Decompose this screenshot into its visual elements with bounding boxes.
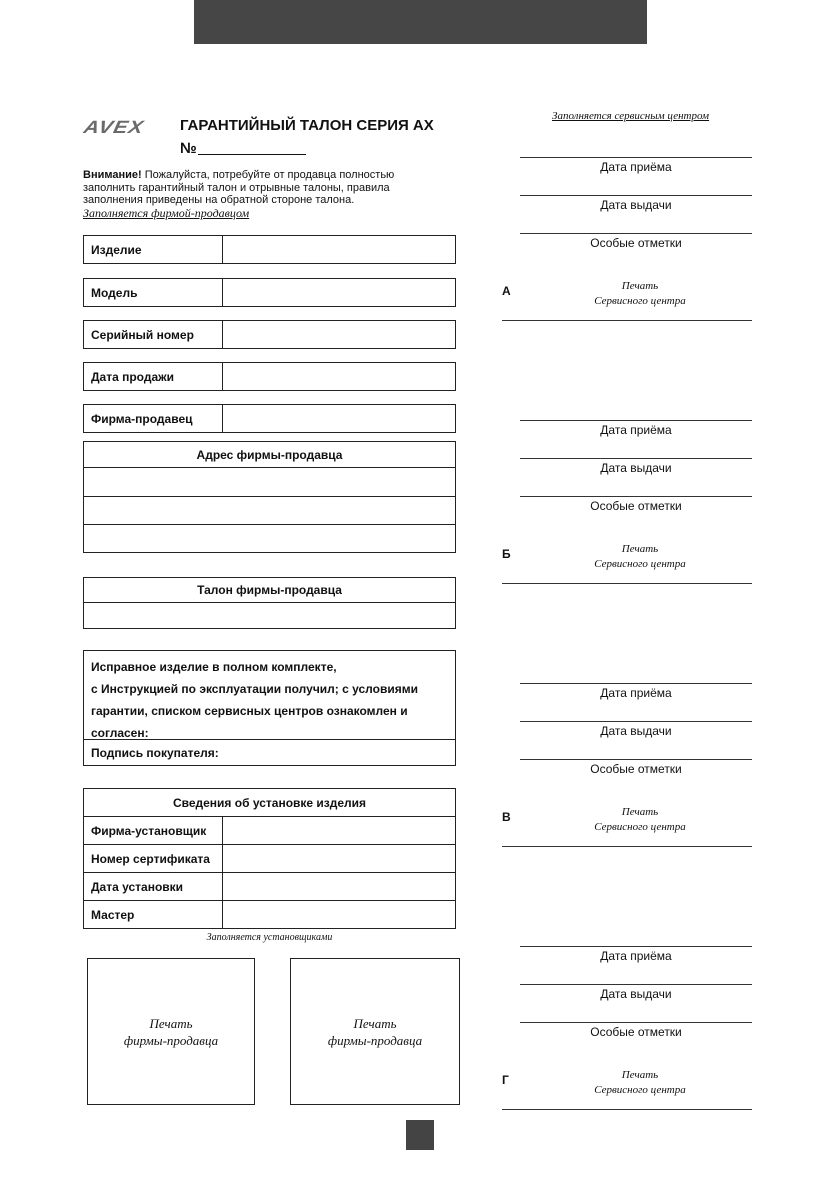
install-label: Мастер bbox=[84, 901, 223, 929]
agreement-line: с Инструкцией по эксплуатации получил; с условиями bbox=[91, 682, 418, 696]
install-label: Номер сертификата bbox=[84, 845, 223, 872]
issue-date-label: Дата выдачи bbox=[600, 198, 672, 212]
cut-line bbox=[502, 846, 752, 847]
issue-date-label: Дата выдачи bbox=[600, 987, 672, 1001]
service-stamp: Печать Сервисного центра bbox=[594, 280, 686, 307]
field-label: Изделие bbox=[84, 236, 223, 263]
notes-label: Особые отметки bbox=[590, 499, 682, 513]
section-letter: Г bbox=[502, 1073, 509, 1087]
coupon-field[interactable] bbox=[84, 603, 455, 629]
avex-logo: AVEX bbox=[82, 117, 146, 138]
field-input[interactable] bbox=[223, 321, 455, 348]
seller-stamp-box bbox=[87, 958, 255, 1105]
receive-date-line[interactable] bbox=[520, 157, 752, 158]
agreement-line: Исправное изделие в полном комплекте, bbox=[91, 660, 337, 674]
install-field[interactable] bbox=[223, 901, 455, 929]
install-field[interactable] bbox=[223, 845, 455, 872]
install-box bbox=[83, 788, 456, 929]
issue-date-line[interactable] bbox=[520, 458, 752, 459]
address-box bbox=[83, 441, 456, 553]
address-line[interactable] bbox=[84, 497, 455, 525]
notes-label: Особые отметки bbox=[590, 762, 682, 776]
install-header: Сведения об установке изделия bbox=[84, 789, 455, 817]
notice-text: Пожалуйста, потребуйте от продавца полностью заполнить гарантийный талон и отрывные талоны, правила заполнения приведены на обратной стороне талона. bbox=[83, 169, 395, 206]
cut-line bbox=[502, 320, 752, 321]
receive-date-label: Дата приёма bbox=[600, 423, 672, 437]
coupon-header: Талон фирмы-продавца bbox=[84, 578, 455, 603]
address-line[interactable] bbox=[84, 525, 455, 553]
field-row bbox=[83, 235, 456, 264]
section-letter: В bbox=[502, 810, 511, 824]
stamp-text: фирмы-продавца bbox=[327, 1032, 423, 1048]
issue-date-line[interactable] bbox=[520, 195, 752, 196]
notes-line[interactable] bbox=[520, 1022, 752, 1023]
field-label: Фирма-продавец bbox=[84, 405, 223, 432]
install-note: Заполняется установщиками bbox=[206, 932, 333, 943]
notes-label: Особые отметки bbox=[590, 1025, 682, 1039]
service-stamp: Печать Сервисного центра bbox=[594, 806, 686, 833]
notes-line[interactable] bbox=[520, 496, 752, 497]
field-input[interactable] bbox=[223, 236, 455, 263]
service-stamp: Печать Сервисного центра bbox=[594, 543, 686, 570]
notes-line[interactable] bbox=[520, 233, 752, 234]
notice bbox=[83, 169, 443, 220]
receive-date-label: Дата приёма bbox=[600, 949, 672, 963]
page-number-marker bbox=[406, 1120, 434, 1150]
issue-date-line[interactable] bbox=[520, 721, 752, 722]
receive-date-line[interactable] bbox=[520, 683, 752, 684]
section-letter: А bbox=[502, 284, 511, 298]
top-bar bbox=[194, 0, 647, 44]
agreement-line: гарантии, списком сервисных центров ознакомлен и bbox=[91, 704, 408, 718]
section-letter: Б bbox=[502, 547, 511, 561]
field-row bbox=[83, 362, 456, 391]
stamp-text: Печать bbox=[149, 1015, 193, 1031]
receive-date-label: Дата приёма bbox=[600, 686, 672, 700]
issue-date-label: Дата выдачи bbox=[600, 724, 672, 738]
field-label: Дата продажи bbox=[84, 363, 223, 390]
stamp-text: фирмы-продавца bbox=[123, 1032, 219, 1048]
address-header: Адрес фирмы-продавца bbox=[84, 442, 455, 468]
receive-date-line[interactable] bbox=[520, 420, 752, 421]
field-input[interactable] bbox=[223, 405, 455, 432]
notice-bold: Внимание! bbox=[83, 169, 142, 181]
receive-date-line[interactable] bbox=[520, 946, 752, 947]
issue-date-label: Дата выдачи bbox=[600, 461, 672, 475]
install-label: Дата установки bbox=[84, 873, 223, 900]
service-stamp: Печать Сервисного центра bbox=[594, 1069, 686, 1096]
seller-stamp-box bbox=[290, 958, 460, 1105]
field-label: Серийный номер bbox=[84, 321, 223, 348]
agreement-box bbox=[83, 650, 456, 766]
field-row bbox=[83, 404, 456, 433]
field-input[interactable] bbox=[223, 279, 455, 306]
field-label: Модель bbox=[84, 279, 223, 306]
number-label: № bbox=[180, 140, 197, 157]
notes-line[interactable] bbox=[520, 759, 752, 760]
signature-label: Подпись покупателя: bbox=[91, 746, 219, 760]
stamp-text: Печать bbox=[353, 1015, 397, 1031]
number-field[interactable] bbox=[198, 154, 306, 155]
receive-date-label: Дата приёма bbox=[600, 160, 672, 174]
field-row bbox=[83, 278, 456, 307]
address-line[interactable] bbox=[84, 468, 455, 497]
notes-label: Особые отметки bbox=[590, 236, 682, 250]
service-fill-note: Заполняется сервисным центром bbox=[552, 110, 710, 122]
cut-line bbox=[502, 583, 752, 584]
issue-date-line[interactable] bbox=[520, 984, 752, 985]
seller-fill-note: Заполняется фирмой-продавцом bbox=[83, 205, 250, 220]
page-title: ГАРАНТИЙНЫЙ ТАЛОН СЕРИЯ АХ bbox=[180, 117, 434, 134]
coupon-box bbox=[83, 577, 456, 629]
agreement-line: согласен: bbox=[91, 726, 149, 740]
cut-line bbox=[502, 1109, 752, 1110]
field-input[interactable] bbox=[223, 363, 455, 390]
install-label: Фирма-установщик bbox=[84, 817, 223, 844]
install-field[interactable] bbox=[223, 873, 455, 900]
install-field[interactable] bbox=[223, 817, 455, 844]
field-row bbox=[83, 320, 456, 349]
